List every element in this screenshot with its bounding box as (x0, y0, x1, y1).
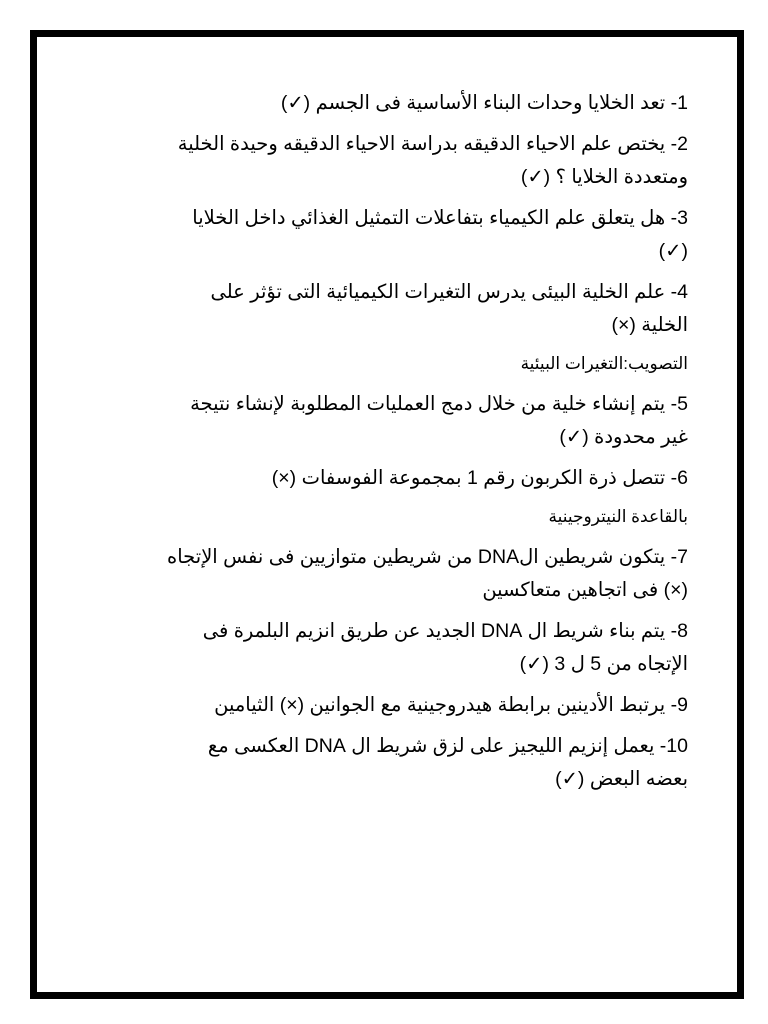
list-item (80, 87, 688, 120)
list-item (80, 128, 688, 194)
item-1-line-1: 1- تعد الخلايا وحدات البناء الأساسية فى الجسم (✓) (280, 92, 688, 114)
list-item (80, 388, 688, 454)
item-4-line-1: 4- علم الخلية البيئى يدرس التغيرات الكيميائية التى تؤثر على (210, 281, 688, 303)
list-item (80, 276, 688, 342)
item-5-line-1: 5- يتم إنشاء خلية من خلال دمج العمليات المطلوبة لإنشاء نتيجة (190, 393, 688, 415)
list-item (80, 730, 688, 796)
item-5-line-2: غير محدودة (✓) (559, 426, 688, 448)
list-item (80, 462, 688, 495)
item-8-line-1: 8- يتم بناء شريط ال DNA الجديد عن طريق انزيم البلمرة فى (202, 620, 688, 642)
item-2-line-1: 2- يختص علم الاحياء الدقيقه بدراسة الاحياء الدقيقه وحيدة الخلية (177, 133, 688, 155)
item-2-line-2: ومتعددة الخلايا ؟ (✓) (520, 166, 688, 188)
list-item (80, 689, 688, 722)
list-item (80, 615, 688, 681)
item-4-line-2: الخلية (×) (611, 314, 688, 336)
item-7-line-1: 7- يتكون شريطين الDNA من شريطين متوازيين فى نفس الإتجاه (167, 546, 688, 568)
answer-list (80, 87, 688, 804)
list-item (80, 202, 688, 268)
item-10-line-2: بعضه البعض (✓) (555, 768, 688, 790)
correction-note: بالقاعدة النيتروجينية (548, 507, 688, 526)
list-item (80, 541, 688, 607)
item-3-line-2: (✓) (658, 240, 688, 262)
item-3-line-1: 3- هل يتعلق علم الكيمياء بتفاعلات التمثيل الغذائي داخل الخلايا (192, 207, 688, 229)
item-8-line-2: الإتجاه من 5 ل 3 (✓) (519, 653, 688, 675)
correction-note: التصويب:التغيرات البيئية (520, 354, 688, 373)
item-6-line-1: 6- تتصل ذرة الكربون رقم 1 بمجموعة الفوسفات (×) (271, 467, 688, 489)
item-7-line-2: (×) فى اتجاهين متعاكسين (482, 579, 688, 601)
item-9-line-1: 9- يرتبط الأدينين برابطة هيدروجينية مع الجوانين (×) الثيامين (214, 694, 688, 716)
item-10-line-1: 10- يعمل إنزيم الليجيز على لزق شريط ال DNA العكسى مع (207, 735, 688, 757)
